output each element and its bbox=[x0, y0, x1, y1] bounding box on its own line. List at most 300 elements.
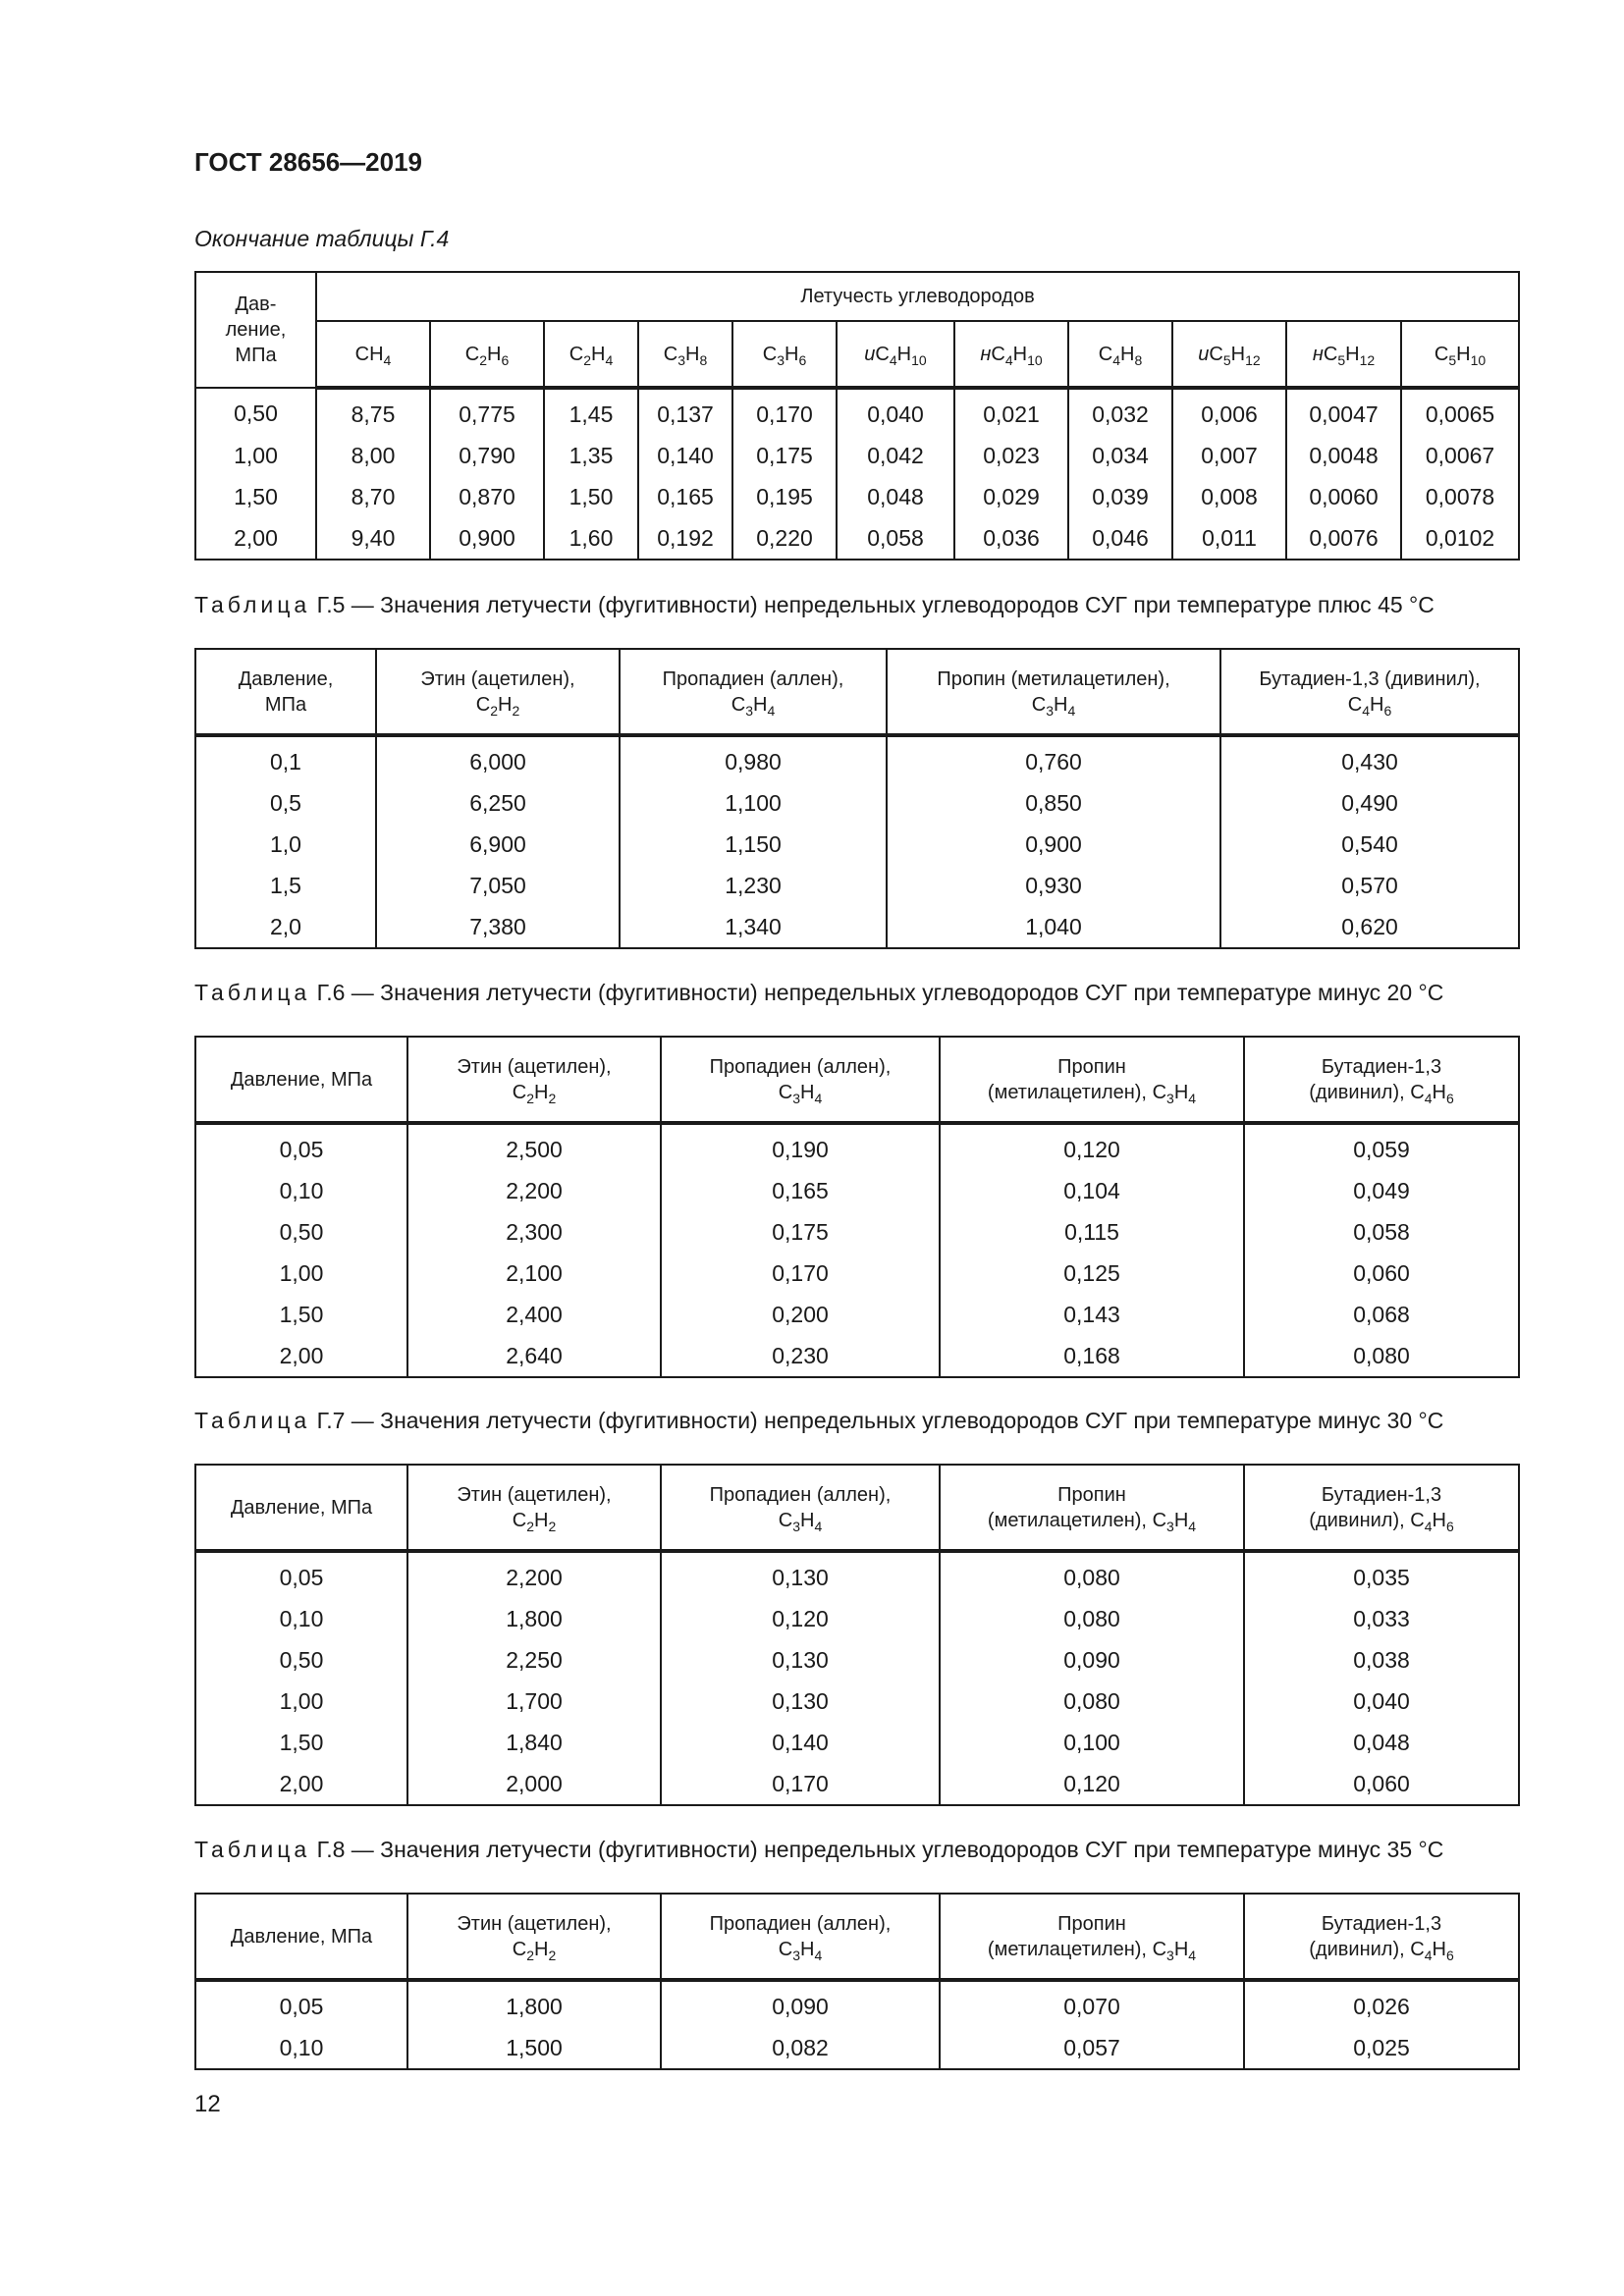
column-header-text: Давление, МПа bbox=[230, 1068, 373, 1091]
formula-subscript: 5 bbox=[1448, 351, 1457, 368]
column-header bbox=[661, 1037, 940, 1123]
table-cell: 0,05 bbox=[195, 1551, 407, 1598]
column-header bbox=[376, 649, 620, 735]
formula-subscript: 4 bbox=[1004, 351, 1013, 368]
table-row bbox=[195, 865, 1519, 906]
table-cell: 0,046 bbox=[1068, 517, 1172, 560]
column-header bbox=[195, 649, 376, 735]
formula-subscript: 2 bbox=[526, 1947, 534, 1963]
formula-subscript: 2 bbox=[512, 702, 520, 719]
formula-subscript: 6 bbox=[1383, 702, 1392, 719]
table-row bbox=[195, 824, 1519, 865]
table-cell: 0,0048 bbox=[1286, 435, 1401, 476]
column-header bbox=[430, 321, 544, 388]
formula-element: H bbox=[534, 1509, 549, 1531]
table-cell: 0,170 bbox=[661, 1763, 940, 1805]
formula-element: H bbox=[534, 1938, 549, 1960]
table-cell: 1,700 bbox=[407, 1681, 661, 1722]
table-cell: 0,175 bbox=[661, 1211, 940, 1253]
formula-element: C bbox=[875, 343, 890, 365]
table-row bbox=[195, 1335, 1519, 1377]
formula-subscript: 5 bbox=[1222, 351, 1231, 368]
table-cell: 2,00 bbox=[195, 1763, 407, 1805]
column-header bbox=[1220, 649, 1519, 735]
table-cell: 1,00 bbox=[195, 1681, 407, 1722]
table-cell: 1,0 bbox=[195, 824, 376, 865]
table-cell: 0,165 bbox=[661, 1170, 940, 1211]
table-cell: 2,0 bbox=[195, 906, 376, 948]
table-row bbox=[195, 476, 1519, 517]
formula-subscript: 4 bbox=[1424, 1518, 1433, 1534]
table-cell: 2,000 bbox=[407, 1763, 661, 1805]
table-row bbox=[195, 1763, 1519, 1805]
formula-element: C bbox=[1410, 1938, 1425, 1960]
table-cell: 8,00 bbox=[316, 435, 430, 476]
formula-element: H bbox=[591, 343, 606, 365]
formula-subscript: 3 bbox=[1046, 702, 1054, 719]
table-row bbox=[195, 517, 1519, 560]
formula-element: C bbox=[1152, 1081, 1167, 1103]
formula-element: H bbox=[1456, 343, 1471, 365]
table-cell: 0,040 bbox=[837, 388, 954, 435]
table-cell: 7,380 bbox=[376, 906, 620, 948]
table-cell: 0,048 bbox=[837, 476, 954, 517]
formula-element: H bbox=[1120, 343, 1135, 365]
table-cell: 0,05 bbox=[195, 1123, 407, 1170]
table-cell: 0,850 bbox=[887, 782, 1220, 824]
table-cell: 1,340 bbox=[620, 906, 887, 948]
formula-subscript: 3 bbox=[1166, 1947, 1174, 1963]
page-number: 12 bbox=[194, 2091, 221, 2117]
isomer-prefix: н bbox=[980, 343, 992, 365]
table-cell: 0,070 bbox=[940, 1980, 1244, 2027]
table-cell: 0,060 bbox=[1244, 1763, 1519, 1805]
formula-subscript: 3 bbox=[1166, 1090, 1174, 1106]
formula-subscript: 4 bbox=[1112, 351, 1120, 368]
table-cell: 0,080 bbox=[940, 1598, 1244, 1639]
formula-subscript: 2 bbox=[526, 1090, 534, 1106]
formula-subscript: 4 bbox=[767, 702, 776, 719]
formula-subscript: 4 bbox=[383, 351, 392, 368]
table-cell: 1,500 bbox=[407, 2027, 661, 2069]
column-header-text: Пропадиен (аллен), bbox=[662, 667, 844, 690]
table-cell: 0,900 bbox=[887, 824, 1220, 865]
isomer-prefix: и bbox=[864, 343, 876, 365]
table-cell: 0,036 bbox=[954, 517, 1068, 560]
column-header bbox=[407, 1037, 661, 1123]
table-cell: 0,032 bbox=[1068, 388, 1172, 435]
table-g4-continuation: Окончание таблицы Г.4 bbox=[194, 226, 450, 251]
column-header bbox=[1172, 321, 1286, 388]
table-cell: 1,040 bbox=[887, 906, 1220, 948]
formula-subscript: 10 bbox=[911, 351, 927, 368]
formula-element: C bbox=[778, 1509, 793, 1531]
formula-subscript: 2 bbox=[548, 1090, 557, 1106]
table-cell: 1,230 bbox=[620, 865, 887, 906]
formula-element: H bbox=[1012, 343, 1028, 365]
table-cell: 2,200 bbox=[407, 1170, 661, 1211]
table-cell: 0,080 bbox=[940, 1681, 1244, 1722]
column-header-text: Пропин (метилацетилен), bbox=[987, 1912, 1147, 1960]
column-header bbox=[1401, 321, 1519, 388]
table-cell: 1,50 bbox=[195, 1722, 407, 1763]
table-cell: 0,038 bbox=[1244, 1639, 1519, 1681]
table-cell: 0,042 bbox=[837, 435, 954, 476]
column-header bbox=[195, 1465, 407, 1551]
table-row bbox=[195, 782, 1519, 824]
column-header-text: Давление, МПа bbox=[230, 1925, 373, 1948]
formula-subscript: 4 bbox=[814, 1947, 823, 1963]
table-cell: 0,0047 bbox=[1286, 388, 1401, 435]
table-g5-caption: Таблица Г.5 — Значения летучести (фугитивности) непредельных углеводородов СУГ при температуре плюс 45 °С bbox=[194, 592, 1435, 617]
table-cell: 0,0065 bbox=[1401, 388, 1519, 435]
column-header bbox=[1068, 321, 1172, 388]
formula-element: C bbox=[512, 1938, 527, 1960]
table-cell: 0,006 bbox=[1172, 388, 1286, 435]
table-g6-caption: Таблица Г.6 — Значения летучести (фугитивности) непредельных углеводородов СУГ при температуре минус 20 °С bbox=[194, 980, 1444, 1005]
table-cell: 0,05 bbox=[195, 1980, 407, 2027]
column-header bbox=[940, 1465, 1244, 1551]
formula-subscript: 3 bbox=[792, 1090, 800, 1106]
table-cell: 1,800 bbox=[407, 1598, 661, 1639]
column-header bbox=[887, 649, 1220, 735]
formula-element: C bbox=[778, 1938, 793, 1960]
table-cell: 0,033 bbox=[1244, 1598, 1519, 1639]
column-header bbox=[195, 1037, 407, 1123]
table-cell: 0,0076 bbox=[1286, 517, 1401, 560]
formula-element: CH bbox=[354, 343, 384, 365]
formula-element: H bbox=[498, 693, 513, 716]
document-header: ГОСТ 28656—2019 bbox=[194, 147, 422, 177]
table-row bbox=[195, 1211, 1519, 1253]
column-header bbox=[1244, 1894, 1519, 1980]
table-cell: 1,60 bbox=[544, 517, 638, 560]
table-row bbox=[195, 735, 1519, 782]
formula-subscript: 10 bbox=[1470, 351, 1487, 368]
table-cell: 0,192 bbox=[638, 517, 732, 560]
table-cell: 0,900 bbox=[430, 517, 544, 560]
table-cell: 2,500 bbox=[407, 1123, 661, 1170]
table-cell: 0,082 bbox=[661, 2027, 940, 2069]
table-row bbox=[195, 1123, 1519, 1170]
column-header-text: Бутадиен-1,3 (дивинил), bbox=[1309, 1483, 1442, 1531]
table-cell: 0,057 bbox=[940, 2027, 1244, 2069]
table-cell: 0,0060 bbox=[1286, 476, 1401, 517]
table-cell: 0,200 bbox=[661, 1294, 940, 1335]
table-cell: 0,10 bbox=[195, 1170, 407, 1211]
table-cell: 0,090 bbox=[661, 1980, 940, 2027]
table-cell: 1,5 bbox=[195, 865, 376, 906]
formula-subscript: 2 bbox=[479, 351, 487, 368]
formula-element: C bbox=[1031, 693, 1047, 716]
table-cell: 0,068 bbox=[1244, 1294, 1519, 1335]
table-cell: 0,0067 bbox=[1401, 435, 1519, 476]
formula-element: C bbox=[778, 1081, 793, 1103]
table-cell: 0,130 bbox=[661, 1551, 940, 1598]
table-cell: 2,00 bbox=[195, 517, 316, 560]
table-row bbox=[195, 1253, 1519, 1294]
formula-subscript: 4 bbox=[1188, 1518, 1197, 1534]
column-header bbox=[661, 1894, 940, 1980]
table-row bbox=[195, 1170, 1519, 1211]
table-cell: 0,140 bbox=[661, 1722, 940, 1763]
table-cell: 0,115 bbox=[940, 1211, 1244, 1253]
formula-element: C bbox=[1434, 343, 1449, 365]
table-cell: 0,040 bbox=[1244, 1681, 1519, 1722]
table-cell: 0,011 bbox=[1172, 517, 1286, 560]
formula-element: C bbox=[1347, 693, 1363, 716]
table-row bbox=[195, 2027, 1519, 2069]
formula-element: H bbox=[1173, 1081, 1189, 1103]
table-g6 bbox=[194, 1036, 1520, 1378]
table-cell: 0,10 bbox=[195, 1598, 407, 1639]
pressure-header: Дав- ление, МПа bbox=[195, 272, 316, 388]
column-header-text: Бутадиен-1,3 (дивинил), bbox=[1309, 1055, 1442, 1103]
table-cell: 0,930 bbox=[887, 865, 1220, 906]
formula-subscript: 3 bbox=[677, 351, 685, 368]
table-cell: 6,250 bbox=[376, 782, 620, 824]
table-cell: 1,00 bbox=[195, 435, 316, 476]
table-row bbox=[195, 906, 1519, 948]
table-cell: 0,195 bbox=[732, 476, 837, 517]
formula-subscript: 2 bbox=[526, 1518, 534, 1534]
column-header-text: Пропадиен (аллен), bbox=[709, 1912, 892, 1935]
table-cell: 0,058 bbox=[1244, 1211, 1519, 1253]
table-cell: 0,790 bbox=[430, 435, 544, 476]
formula-element: C bbox=[475, 693, 491, 716]
table-g4 bbox=[194, 271, 1520, 561]
formula-subscript: 4 bbox=[1067, 702, 1076, 719]
formula-subscript: 3 bbox=[745, 702, 753, 719]
table-row bbox=[195, 1639, 1519, 1681]
table-cell: 0,0078 bbox=[1401, 476, 1519, 517]
formula-element: C bbox=[512, 1081, 527, 1103]
formula-subscript: 12 bbox=[1245, 351, 1261, 368]
formula-element: H bbox=[534, 1081, 549, 1103]
table-row bbox=[195, 1294, 1519, 1335]
formula-subscript: 3 bbox=[1166, 1518, 1174, 1534]
isomer-prefix: и bbox=[1198, 343, 1210, 365]
table-cell: 2,400 bbox=[407, 1294, 661, 1335]
table-row bbox=[195, 1980, 1519, 2027]
table-cell: 7,050 bbox=[376, 865, 620, 906]
column-header bbox=[661, 1465, 940, 1551]
table-cell: 1,50 bbox=[195, 1294, 407, 1335]
formula-element: H bbox=[1173, 1938, 1189, 1960]
table-cell: 0,50 bbox=[195, 1211, 407, 1253]
table-cell: 6,000 bbox=[376, 735, 620, 782]
formula-subscript: 2 bbox=[548, 1947, 557, 1963]
table-cell: 0,165 bbox=[638, 476, 732, 517]
table-cell: 8,75 bbox=[316, 388, 430, 435]
formula-subscript: 2 bbox=[548, 1518, 557, 1534]
column-header bbox=[407, 1894, 661, 1980]
formula-subscript: 6 bbox=[501, 351, 510, 368]
column-header-text: Пропадиен (аллен), bbox=[709, 1483, 892, 1506]
formula-subscript: 2 bbox=[583, 351, 591, 368]
table-row bbox=[195, 1598, 1519, 1639]
table-cell: 0,170 bbox=[732, 388, 837, 435]
table-g7 bbox=[194, 1464, 1520, 1806]
column-header bbox=[1244, 1037, 1519, 1123]
column-header bbox=[544, 321, 638, 388]
table-cell: 0,007 bbox=[1172, 435, 1286, 476]
column-header-text: Давление, МПа bbox=[238, 667, 334, 716]
formula-subscript: 4 bbox=[814, 1090, 823, 1106]
formula-subscript: 4 bbox=[889, 351, 897, 368]
table-cell: 0,760 bbox=[887, 735, 1220, 782]
formula-subscript: 4 bbox=[1424, 1090, 1433, 1106]
table-cell: 0,620 bbox=[1220, 906, 1519, 948]
table-cell: 9,40 bbox=[316, 517, 430, 560]
formula-element: H bbox=[800, 1081, 815, 1103]
table-cell: 8,70 bbox=[316, 476, 430, 517]
table-cell: 0,100 bbox=[940, 1722, 1244, 1763]
table-cell: 0,137 bbox=[638, 388, 732, 435]
table-cell: 2,00 bbox=[195, 1335, 407, 1377]
formula-element: H bbox=[1432, 1938, 1446, 1960]
column-header-text: Бутадиен-1,3 (дивинил), bbox=[1309, 1912, 1442, 1960]
formula-subscript: 4 bbox=[1188, 1090, 1197, 1106]
table-cell: 0,190 bbox=[661, 1123, 940, 1170]
column-header-text: Пропин (метилацетилен), bbox=[987, 1483, 1147, 1531]
formula-element: C bbox=[663, 343, 678, 365]
table-cell: 0,008 bbox=[1172, 476, 1286, 517]
volatility-group-header: Летучесть углеводородов bbox=[316, 272, 1519, 321]
table-cell: 0,048 bbox=[1244, 1722, 1519, 1763]
table-row bbox=[195, 1722, 1519, 1763]
formula-subscript: 6 bbox=[1445, 1518, 1454, 1534]
formula-element: H bbox=[1345, 343, 1360, 365]
formula-element: C bbox=[1209, 343, 1223, 365]
formula-subscript: 4 bbox=[1362, 702, 1370, 719]
table-cell: 2,200 bbox=[407, 1551, 661, 1598]
table-cell: 0,130 bbox=[661, 1681, 940, 1722]
column-header bbox=[940, 1037, 1244, 1123]
table-cell: 0,50 bbox=[195, 1639, 407, 1681]
table-cell: 2,250 bbox=[407, 1639, 661, 1681]
table-cell: 0,021 bbox=[954, 388, 1068, 435]
formula-element: C bbox=[1410, 1081, 1425, 1103]
table-cell: 0,1 bbox=[195, 735, 376, 782]
formula-subscript: 4 bbox=[1424, 1947, 1433, 1963]
formula-subscript: 4 bbox=[1188, 1947, 1197, 1963]
table-g8 bbox=[194, 1893, 1520, 2070]
formula-element: C bbox=[991, 343, 1005, 365]
table-cell: 0,090 bbox=[940, 1639, 1244, 1681]
table-cell: 0,039 bbox=[1068, 476, 1172, 517]
table-cell: 1,45 bbox=[544, 388, 638, 435]
formula-element: C bbox=[762, 343, 778, 365]
table-cell: 0,540 bbox=[1220, 824, 1519, 865]
table-cell: 0,058 bbox=[837, 517, 954, 560]
column-header bbox=[732, 321, 837, 388]
table-cell: 0,143 bbox=[940, 1294, 1244, 1335]
column-header-text: Этин (ацетилен), bbox=[457, 1912, 612, 1935]
table-cell: 1,150 bbox=[620, 824, 887, 865]
formula-element: H bbox=[1230, 343, 1246, 365]
table-cell: 0,175 bbox=[732, 435, 837, 476]
formula-subscript: 8 bbox=[1134, 351, 1143, 368]
table-cell: 0,50 bbox=[195, 388, 316, 435]
formula-element: H bbox=[1054, 693, 1068, 716]
table-cell: 1,100 bbox=[620, 782, 887, 824]
table-cell: 0,168 bbox=[940, 1335, 1244, 1377]
table-cell: 0,430 bbox=[1220, 735, 1519, 782]
column-header bbox=[638, 321, 732, 388]
formula-subscript: 3 bbox=[792, 1518, 800, 1534]
table-cell: 0,025 bbox=[1244, 2027, 1519, 2069]
table-cell: 0,049 bbox=[1244, 1170, 1519, 1211]
table-cell: 0,029 bbox=[954, 476, 1068, 517]
table-cell: 0,170 bbox=[661, 1253, 940, 1294]
column-header-text: Этин (ацетилен), bbox=[457, 1483, 612, 1506]
table-cell: 0,080 bbox=[1244, 1335, 1519, 1377]
formula-subscript: 3 bbox=[777, 351, 785, 368]
table-row bbox=[195, 388, 1519, 435]
column-header-text: Пропин (метилацетилен), bbox=[937, 667, 1170, 690]
formula-element: H bbox=[1173, 1509, 1189, 1531]
formula-element: H bbox=[487, 343, 502, 365]
table-cell: 2,300 bbox=[407, 1211, 661, 1253]
formula-subscript: 3 bbox=[792, 1947, 800, 1963]
table-cell: 0,10 bbox=[195, 2027, 407, 2069]
formula-element: C bbox=[1410, 1509, 1425, 1531]
column-header bbox=[1244, 1465, 1519, 1551]
table-cell: 2,100 bbox=[407, 1253, 661, 1294]
table-cell: 0,140 bbox=[638, 435, 732, 476]
table-cell: 0,120 bbox=[661, 1598, 940, 1639]
table-cell: 1,50 bbox=[544, 476, 638, 517]
formula-element: H bbox=[896, 343, 912, 365]
column-header bbox=[1286, 321, 1401, 388]
table-g7-caption: Таблица Г.7 — Значения летучести (фугитивности) непредельных углеводородов СУГ при температуре минус 30 °С bbox=[194, 1408, 1444, 1433]
table-cell: 0,230 bbox=[661, 1335, 940, 1377]
table-row bbox=[195, 1681, 1519, 1722]
table-cell: 0,104 bbox=[940, 1170, 1244, 1211]
table-cell: 0,980 bbox=[620, 735, 887, 782]
table-row bbox=[195, 1551, 1519, 1598]
column-header-text: Бутадиен-1,3 (дивинил), bbox=[1259, 667, 1481, 690]
table-cell: 0,026 bbox=[1244, 1980, 1519, 2027]
formula-element: C bbox=[1098, 343, 1113, 365]
column-header bbox=[316, 321, 430, 388]
table-g8-caption: Таблица Г.8 — Значения летучести (фугитивности) непредельных углеводородов СУГ при температуре минус 35 °С bbox=[194, 1837, 1444, 1862]
formula-element: C bbox=[1323, 343, 1338, 365]
formula-element: C bbox=[1152, 1938, 1167, 1960]
table-cell: 0,220 bbox=[732, 517, 837, 560]
formula-element: C bbox=[568, 343, 584, 365]
formula-subscript: 4 bbox=[814, 1518, 823, 1534]
formula-element: H bbox=[685, 343, 700, 365]
formula-element: H bbox=[800, 1509, 815, 1531]
formula-subscript: 8 bbox=[699, 351, 708, 368]
table-row bbox=[195, 435, 1519, 476]
formula-element: C bbox=[512, 1509, 527, 1531]
column-header-text: Этин (ацетилен), bbox=[420, 667, 575, 690]
table-cell: 0,0102 bbox=[1401, 517, 1519, 560]
formula-subscript: 5 bbox=[1337, 351, 1346, 368]
table-cell: 0,130 bbox=[661, 1639, 940, 1681]
formula-subscript: 4 bbox=[605, 351, 614, 368]
column-header bbox=[954, 321, 1068, 388]
column-header bbox=[620, 649, 887, 735]
column-header-text: Пропин (метилацетилен), bbox=[987, 1055, 1147, 1103]
table-cell: 0,125 bbox=[940, 1253, 1244, 1294]
column-header bbox=[837, 321, 954, 388]
formula-element: H bbox=[1432, 1081, 1446, 1103]
table-cell: 0,5 bbox=[195, 782, 376, 824]
